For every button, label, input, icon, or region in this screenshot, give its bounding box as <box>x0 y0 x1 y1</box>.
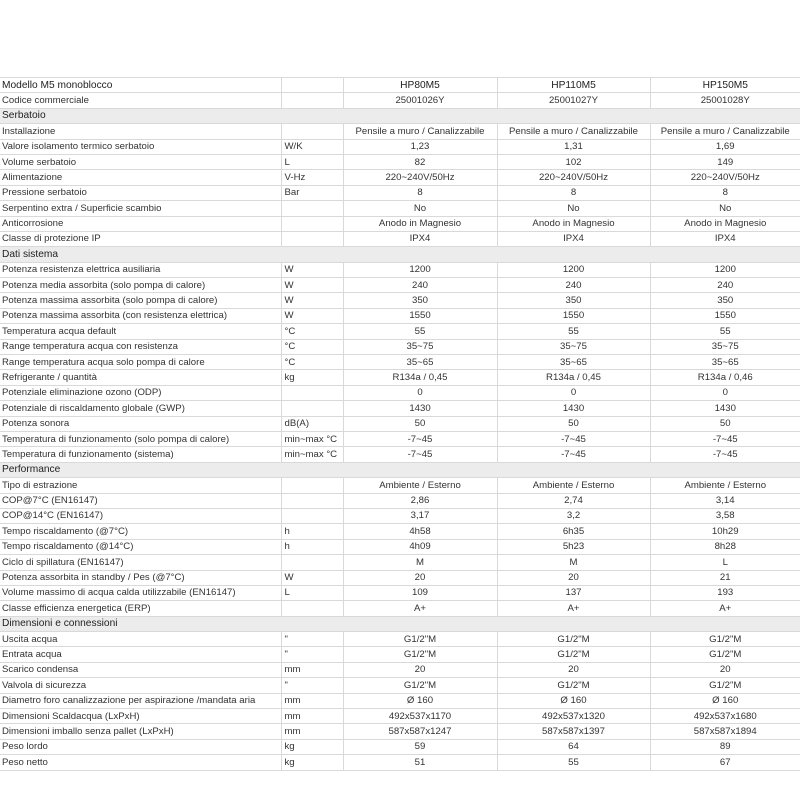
value-cell: 0 <box>343 385 497 400</box>
row-unit <box>281 124 343 139</box>
value-cell: R134a / 0,45 <box>343 370 497 385</box>
spec-row <box>0 278 800 293</box>
value-cell: Pensile a muro / Canalizzabile <box>497 124 650 139</box>
row-unit <box>281 401 343 416</box>
spec-row <box>0 308 800 323</box>
row-label: Potenza massima assorbita (con resistenza elettrica) <box>0 308 281 323</box>
value-cell: 8 <box>650 185 800 200</box>
value-cell: 587x587x1397 <box>497 724 650 739</box>
row-label: Tempo riscaldamento (@7°C) <box>0 524 281 539</box>
value-cell: 55 <box>497 324 650 339</box>
value-cell: 1550 <box>497 308 650 323</box>
row-unit: W <box>281 570 343 585</box>
value-cell: 51 <box>343 755 497 770</box>
value-cell: 220~240V/50Hz <box>343 170 497 185</box>
row-label: Diametro foro canalizzazione per aspirazione /mandata aria <box>0 693 281 708</box>
row-label: Range temperatura acqua con resistenza <box>0 339 281 354</box>
value-cell: -7~45 <box>497 431 650 446</box>
value-cell: M <box>497 555 650 570</box>
value-cell: 350 <box>650 293 800 308</box>
spec-row <box>0 493 800 508</box>
value-cell: 220~240V/50Hz <box>497 170 650 185</box>
section-header <box>0 616 800 631</box>
row-unit: W <box>281 262 343 277</box>
value-cell: 1,23 <box>343 139 497 154</box>
row-label: Entrata acqua <box>0 647 281 662</box>
spec-row <box>0 170 800 185</box>
row-unit: °C <box>281 324 343 339</box>
value-cell: 89 <box>650 739 800 754</box>
spec-row <box>0 401 800 416</box>
spec-row <box>0 216 800 231</box>
row-unit: dB(A) <box>281 416 343 431</box>
value-cell: Ambiente / Esterno <box>650 478 800 493</box>
spec-row <box>0 539 800 554</box>
row-label: Peso lordo <box>0 739 281 754</box>
row-unit: W <box>281 293 343 308</box>
value-cell: Pensile a muro / Canalizzabile <box>650 124 800 139</box>
spec-row <box>0 662 800 677</box>
value-cell: 1200 <box>497 262 650 277</box>
row-label: Scarico condensa <box>0 662 281 677</box>
spec-row <box>0 724 800 739</box>
value-cell: 0 <box>650 385 800 400</box>
spec-row <box>0 139 800 154</box>
spec-table <box>0 77 800 771</box>
row-unit: L <box>281 585 343 600</box>
value-cell: Anodo in Magnesio <box>650 216 800 231</box>
code-header-row <box>0 93 800 108</box>
value-cell: 1,31 <box>497 139 650 154</box>
value-cell: 1550 <box>650 308 800 323</box>
value-cell: 35~75 <box>343 339 497 354</box>
value-cell: 137 <box>497 585 650 600</box>
value-cell: 1430 <box>343 401 497 416</box>
row-unit: mm <box>281 693 343 708</box>
spec-row <box>0 447 800 462</box>
value-cell: 492x537x1320 <box>497 709 650 724</box>
row-unit: °C <box>281 355 343 370</box>
value-cell: 2,86 <box>343 493 497 508</box>
value-cell: 0 <box>497 385 650 400</box>
value-cell: 587x587x1247 <box>343 724 497 739</box>
row-label: Tipo di estrazione <box>0 478 281 493</box>
value-cell: 3,17 <box>343 508 497 523</box>
row-unit: min~max °C <box>281 431 343 446</box>
value-cell: 50 <box>650 416 800 431</box>
value-cell: -7~45 <box>497 447 650 462</box>
model-cell: HP150M5 <box>650 78 800 93</box>
value-cell: G1/2"M <box>497 678 650 693</box>
row-unit <box>281 93 343 108</box>
row-unit: L <box>281 154 343 169</box>
value-cell: 1430 <box>650 401 800 416</box>
value-cell: No <box>497 201 650 216</box>
row-label: Valore isolamento termico serbatoio <box>0 139 281 154</box>
row-unit: mm <box>281 662 343 677</box>
value-cell: -7~45 <box>343 431 497 446</box>
row-unit: " <box>281 647 343 662</box>
row-label: Dimensioni Scaldacqua (LxPxH) <box>0 709 281 724</box>
value-cell: A+ <box>343 601 497 616</box>
value-cell: 149 <box>650 154 800 169</box>
value-cell: 55 <box>343 324 497 339</box>
spec-row <box>0 570 800 585</box>
spec-row <box>0 416 800 431</box>
row-unit <box>281 201 343 216</box>
section-title: Performance <box>0 462 800 477</box>
row-unit: W <box>281 308 343 323</box>
value-cell: G1/2"M <box>343 632 497 647</box>
spec-row <box>0 355 800 370</box>
value-cell: 350 <box>497 293 650 308</box>
value-cell: G1/2"M <box>497 647 650 662</box>
row-unit <box>281 231 343 246</box>
spec-row <box>0 647 800 662</box>
row-label: Installazione <box>0 124 281 139</box>
spec-row <box>0 678 800 693</box>
row-unit: mm <box>281 709 343 724</box>
row-unit: °C <box>281 339 343 354</box>
section-header <box>0 247 800 262</box>
value-cell: 35~65 <box>343 355 497 370</box>
row-unit <box>281 478 343 493</box>
row-label: Potenza resistenza elettrica ausiliaria <box>0 262 281 277</box>
value-cell: 220~240V/50Hz <box>650 170 800 185</box>
row-label: Potenziale di riscaldamento globale (GWP) <box>0 401 281 416</box>
value-cell: G1/2"M <box>650 632 800 647</box>
row-unit <box>281 78 343 93</box>
spec-row <box>0 262 800 277</box>
value-cell: 55 <box>497 755 650 770</box>
value-cell: 240 <box>343 278 497 293</box>
section-header <box>0 108 800 123</box>
value-cell: 35~75 <box>650 339 800 354</box>
value-cell: 492x537x1680 <box>650 709 800 724</box>
row-unit: h <box>281 524 343 539</box>
value-cell: Pensile a muro / Canalizzabile <box>343 124 497 139</box>
value-cell: A+ <box>650 601 800 616</box>
row-label: Potenza massima assorbita (solo pompa di calore) <box>0 293 281 308</box>
value-cell: 587x587x1894 <box>650 724 800 739</box>
spec-row <box>0 339 800 354</box>
row-unit: W/K <box>281 139 343 154</box>
row-unit: min~max °C <box>281 447 343 462</box>
value-cell: 4h09 <box>343 539 497 554</box>
spec-row <box>0 508 800 523</box>
row-label: Classe efficienza energetica (ERP) <box>0 601 281 616</box>
row-unit: Bar <box>281 185 343 200</box>
value-cell: 8 <box>343 185 497 200</box>
spec-row <box>0 739 800 754</box>
row-label: Temperatura di funzionamento (solo pompa di calore) <box>0 431 281 446</box>
row-label: Anticorrosione <box>0 216 281 231</box>
spec-row <box>0 124 800 139</box>
spec-row <box>0 601 800 616</box>
spec-row <box>0 585 800 600</box>
value-cell: 109 <box>343 585 497 600</box>
spec-row <box>0 293 800 308</box>
value-cell: IPX4 <box>650 231 800 246</box>
value-cell: G1/2"M <box>497 632 650 647</box>
value-cell: 20 <box>343 570 497 585</box>
value-cell: IPX4 <box>497 231 650 246</box>
value-cell: 193 <box>650 585 800 600</box>
row-unit <box>281 555 343 570</box>
value-cell: 1550 <box>343 308 497 323</box>
value-cell: R134a / 0,45 <box>497 370 650 385</box>
row-label: Uscita acqua <box>0 632 281 647</box>
value-cell: 59 <box>343 739 497 754</box>
spec-row <box>0 431 800 446</box>
spec-row <box>0 324 800 339</box>
section-header <box>0 462 800 477</box>
value-cell: 20 <box>343 662 497 677</box>
row-unit: h <box>281 539 343 554</box>
value-cell: 240 <box>650 278 800 293</box>
value-cell: Ambiente / Esterno <box>343 478 497 493</box>
value-cell: 3,14 <box>650 493 800 508</box>
row-unit: " <box>281 632 343 647</box>
value-cell: 1200 <box>650 262 800 277</box>
value-cell: 10h29 <box>650 524 800 539</box>
spec-row <box>0 385 800 400</box>
value-cell: 6h35 <box>497 524 650 539</box>
spec-row <box>0 185 800 200</box>
value-cell: G1/2"M <box>650 647 800 662</box>
value-cell: 35~75 <box>497 339 650 354</box>
row-unit <box>281 216 343 231</box>
row-unit <box>281 385 343 400</box>
row-label: Temperatura acqua default <box>0 324 281 339</box>
spec-row <box>0 524 800 539</box>
value-cell: 64 <box>497 739 650 754</box>
model-header-row <box>0 78 800 93</box>
value-cell: 20 <box>497 662 650 677</box>
value-cell: 82 <box>343 154 497 169</box>
value-cell: Ambiente / Esterno <box>497 478 650 493</box>
spec-row <box>0 478 800 493</box>
value-cell: 50 <box>497 416 650 431</box>
value-cell: 20 <box>650 662 800 677</box>
spec-row <box>0 370 800 385</box>
value-cell: 21 <box>650 570 800 585</box>
row-label: Ciclo di spillatura (EN16147) <box>0 555 281 570</box>
row-label: Codice commerciale <box>0 93 281 108</box>
value-cell: 1,69 <box>650 139 800 154</box>
value-cell: R134a / 0,46 <box>650 370 800 385</box>
value-cell: No <box>343 201 497 216</box>
row-unit <box>281 508 343 523</box>
value-cell: 2,74 <box>497 493 650 508</box>
value-cell: 1200 <box>343 262 497 277</box>
row-label: Potenza sonora <box>0 416 281 431</box>
spec-row <box>0 154 800 169</box>
spec-row <box>0 632 800 647</box>
model-cell: HP110M5 <box>497 78 650 93</box>
spec-row <box>0 231 800 246</box>
value-cell: Ø 160 <box>497 693 650 708</box>
value-cell: 55 <box>650 324 800 339</box>
value-cell: -7~45 <box>650 431 800 446</box>
value-cell: G1/2"M <box>343 678 497 693</box>
value-cell: -7~45 <box>650 447 800 462</box>
value-cell: L <box>650 555 800 570</box>
row-label: Potenza media assorbita (solo pompa di calore) <box>0 278 281 293</box>
value-cell: 240 <box>497 278 650 293</box>
section-title: Dati sistema <box>0 247 800 262</box>
spec-row <box>0 709 800 724</box>
model-cell: HP80M5 <box>343 78 497 93</box>
value-cell: 8 <box>497 185 650 200</box>
row-label: Dimensioni imballo senza pallet (LxPxH) <box>0 724 281 739</box>
spec-row <box>0 555 800 570</box>
row-label: Volume massimo di acqua calda utilizzabile (EN16147) <box>0 585 281 600</box>
value-cell: 1430 <box>497 401 650 416</box>
value-cell: 35~65 <box>497 355 650 370</box>
row-label: COP@14°C (EN16147) <box>0 508 281 523</box>
value-cell: 5h23 <box>497 539 650 554</box>
value-cell: -7~45 <box>343 447 497 462</box>
value-cell: 35~65 <box>650 355 800 370</box>
value-cell: M <box>343 555 497 570</box>
spec-row <box>0 693 800 708</box>
row-label: COP@7°C (EN16147) <box>0 493 281 508</box>
value-cell: Anodo in Magnesio <box>497 216 650 231</box>
value-cell: 67 <box>650 755 800 770</box>
row-label: Alimentazione <box>0 170 281 185</box>
value-cell: Ø 160 <box>650 693 800 708</box>
row-label: Potenza assorbita in standby / Pes (@7°C) <box>0 570 281 585</box>
value-cell: 102 <box>497 154 650 169</box>
value-cell: G1/2"M <box>650 678 800 693</box>
value-cell: 3,2 <box>497 508 650 523</box>
row-unit: kg <box>281 755 343 770</box>
row-label: Classe di protezione IP <box>0 231 281 246</box>
value-cell: 492x537x1170 <box>343 709 497 724</box>
code-cell: 25001026Y <box>343 93 497 108</box>
spec-table-body <box>0 78 800 771</box>
row-label: Refrigerante / quantità <box>0 370 281 385</box>
row-label: Modello M5 monoblocco <box>0 78 281 93</box>
value-cell: 3,58 <box>650 508 800 523</box>
section-title: Dimensioni e connessioni <box>0 616 800 631</box>
value-cell: G1/2"M <box>343 647 497 662</box>
value-cell: A+ <box>497 601 650 616</box>
row-label: Valvola di sicurezza <box>0 678 281 693</box>
value-cell: 350 <box>343 293 497 308</box>
value-cell: Anodo in Magnesio <box>343 216 497 231</box>
row-label: Serpentino extra / Superficie scambio <box>0 201 281 216</box>
value-cell: 8h28 <box>650 539 800 554</box>
row-unit: kg <box>281 739 343 754</box>
row-label: Volume serbatoio <box>0 154 281 169</box>
row-label: Tempo riscaldamento (@14°C) <box>0 539 281 554</box>
row-label: Temperatura di funzionamento (sistema) <box>0 447 281 462</box>
row-unit: mm <box>281 724 343 739</box>
value-cell: No <box>650 201 800 216</box>
row-label: Pressione serbatoio <box>0 185 281 200</box>
value-cell: 50 <box>343 416 497 431</box>
code-cell: 25001028Y <box>650 93 800 108</box>
spec-row <box>0 755 800 770</box>
row-unit: kg <box>281 370 343 385</box>
section-title: Serbatoio <box>0 108 800 123</box>
row-label: Peso netto <box>0 755 281 770</box>
row-unit <box>281 493 343 508</box>
row-unit: V-Hz <box>281 170 343 185</box>
value-cell: IPX4 <box>343 231 497 246</box>
row-unit <box>281 601 343 616</box>
value-cell: Ø 160 <box>343 693 497 708</box>
spec-row <box>0 201 800 216</box>
row-unit: W <box>281 278 343 293</box>
value-cell: 20 <box>497 570 650 585</box>
code-cell: 25001027Y <box>497 93 650 108</box>
row-label: Potenziale eliminazione ozono (ODP) <box>0 385 281 400</box>
row-label: Range temperatura acqua solo pompa di calore <box>0 355 281 370</box>
value-cell: 4h58 <box>343 524 497 539</box>
row-unit: " <box>281 678 343 693</box>
